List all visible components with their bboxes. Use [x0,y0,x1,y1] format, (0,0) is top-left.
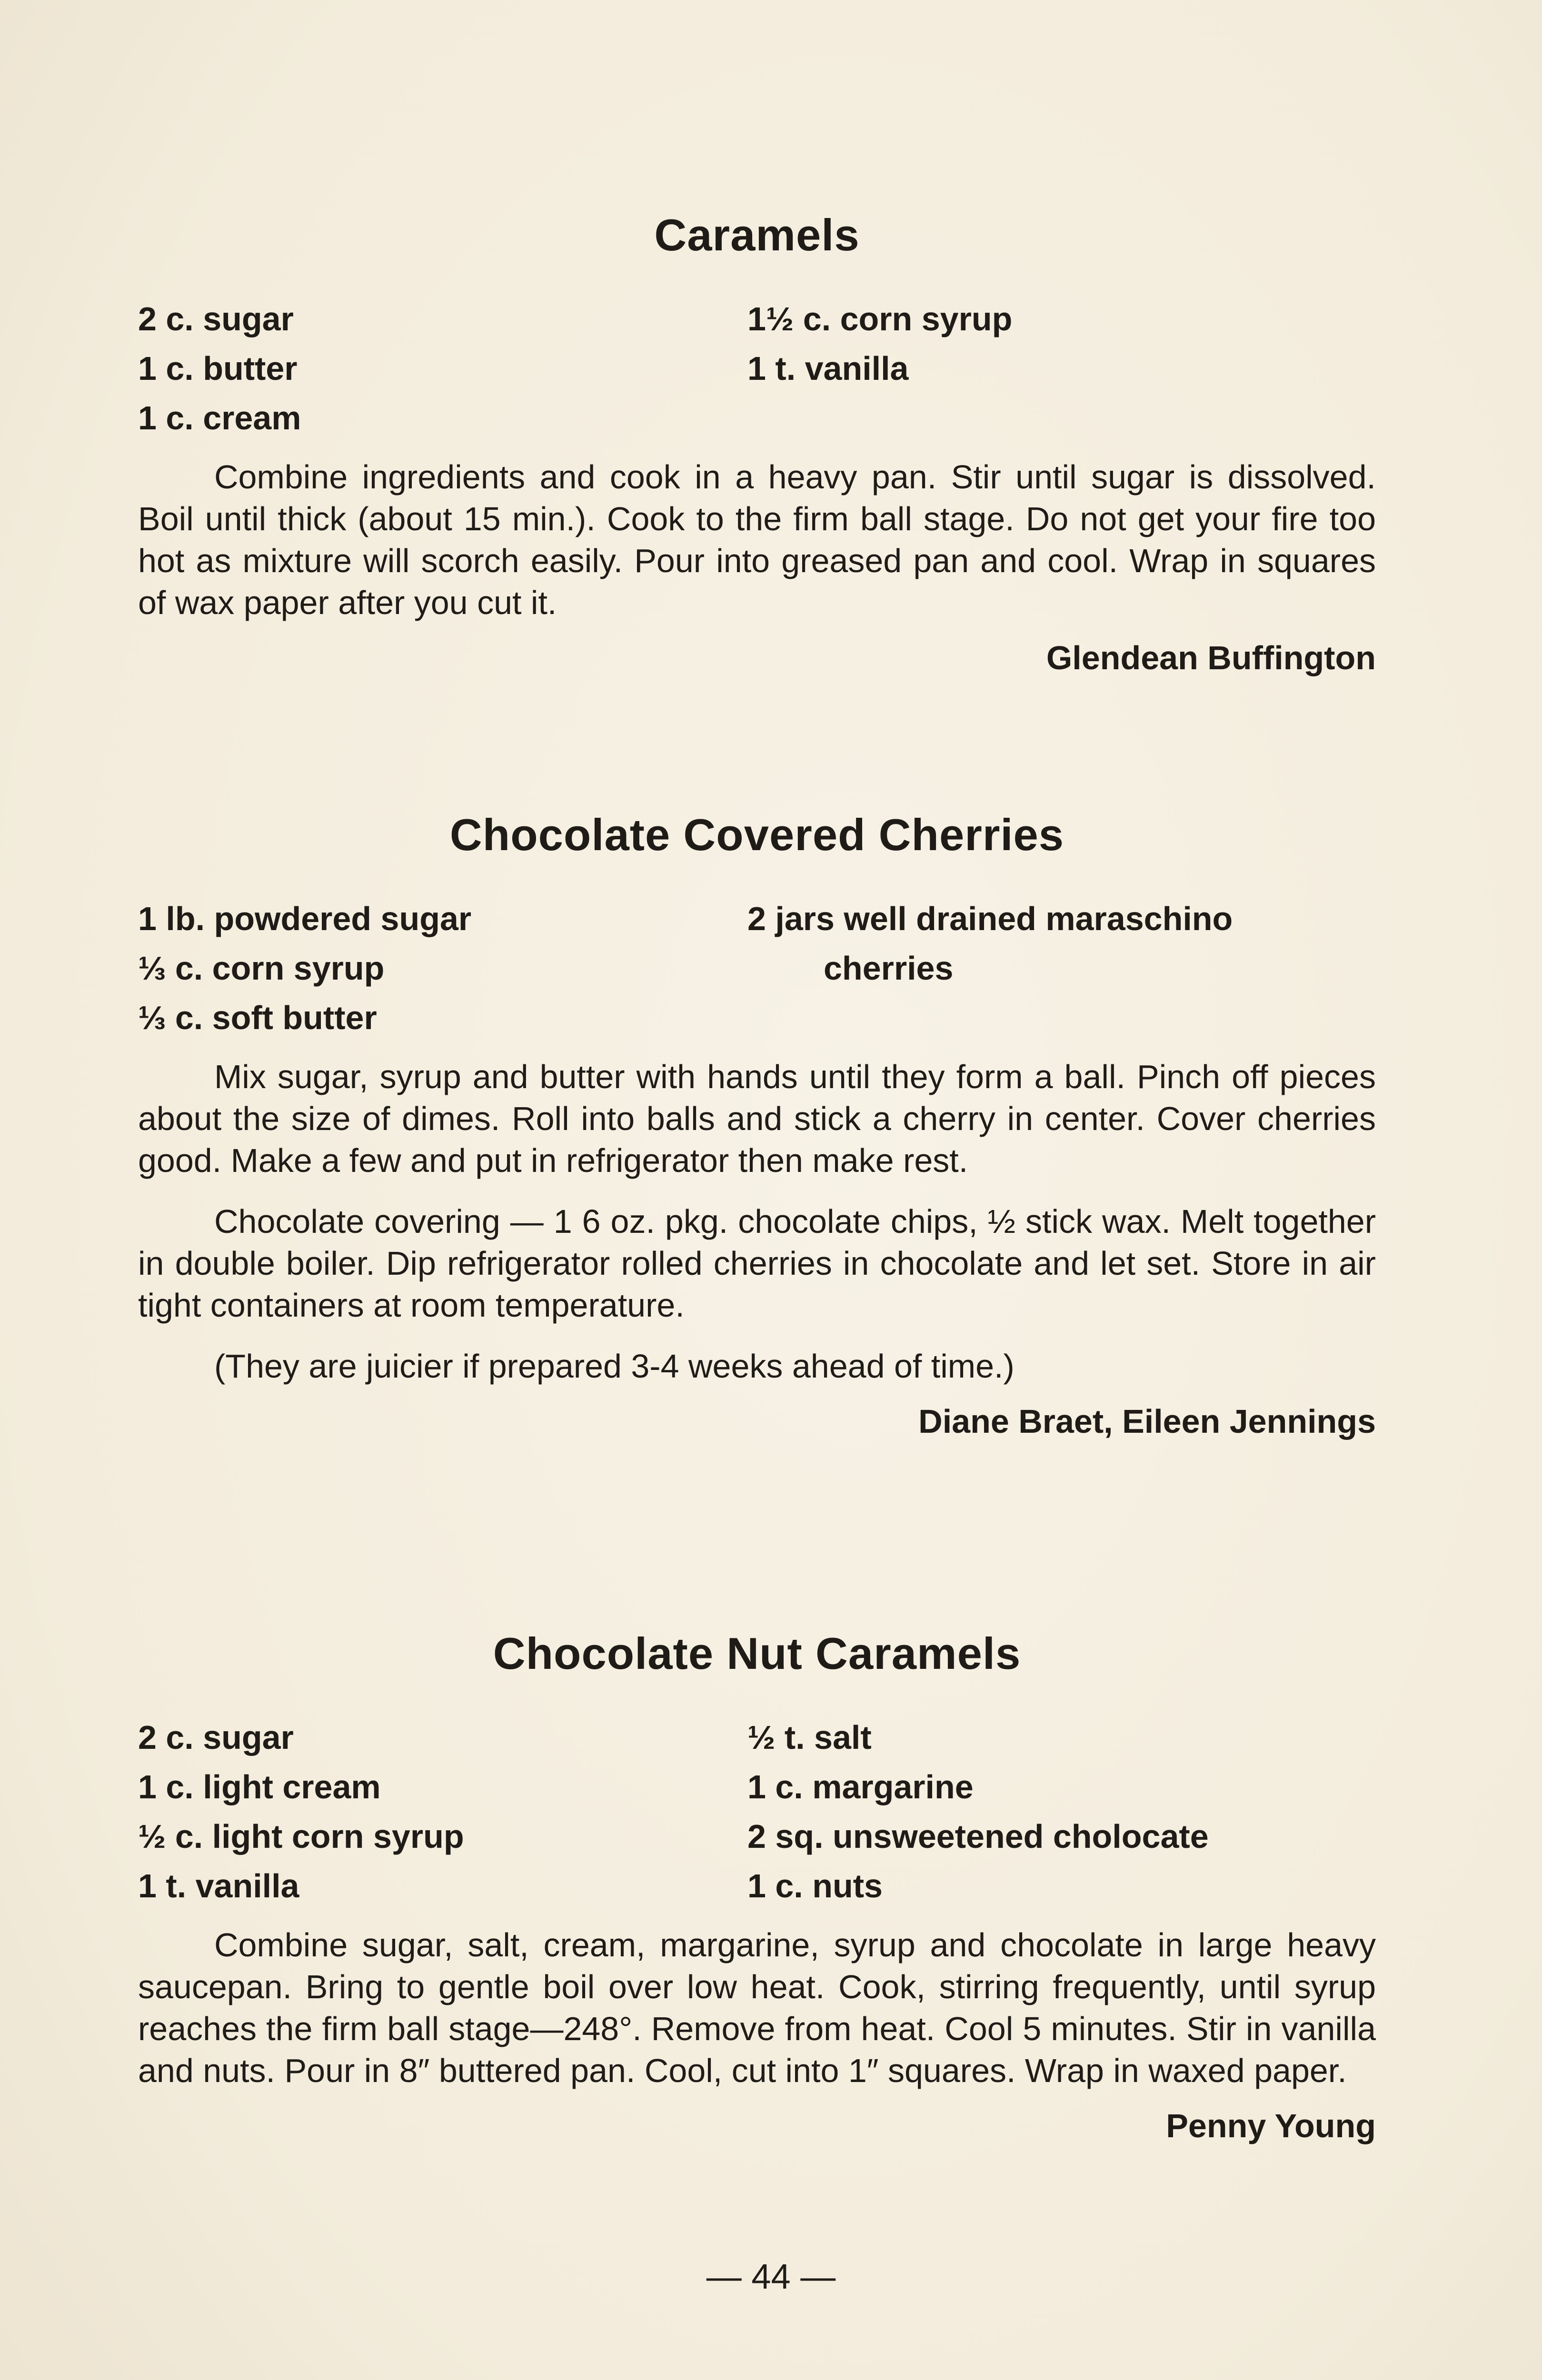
ingredient: ½ t. salt [747,1719,872,1756]
ingredient: 1½ c. corn syrup [747,300,1013,337]
ingredient: ⅓ c. corn syrup [138,950,385,987]
page-number: — 44 — [706,2257,836,2296]
ingredient: 1 t. vanilla [138,1867,299,1904]
ingredient-column-left [138,894,747,1042]
ingredient: 1 c. nuts [747,1867,883,1904]
ingredient-column-left [138,1713,747,1911]
ingredient-column-right [747,894,1376,1042]
ingredient: 2 jars well drained maraschino [747,900,1233,937]
ingredient: 1 t. vanilla [747,350,909,387]
ingredient: cherries [824,950,954,987]
instructions-paragraph: Combine sugar, salt, cream, margarine, syrup and chocolate in large heavy saucepan. Bring to gentle boil over low heat. Cook, stirring frequently, until syrup reaches the firm ball stage—248°. Remove from heat. Cool 5 minutes. Stir in vanilla and nuts. Pour in 8″ buttered pan. Cool, cut into 1″ squares. Wrap in waxed paper. [138,1926,1376,2089]
recipe-chocolate-covered-cherries [138,809,1376,1440]
ingredient: 1 c. butter [138,350,298,387]
instructions-paragraph: Chocolate covering — 1 6 oz. pkg. chocolate chips, ½ stick wax. Melt together in double boiler. Dip refrigerator rolled cherries in chocolate and let set. Store in air tight containers at room temperature. [138,1203,1376,1324]
ingredient: 2 c. sugar [138,1719,294,1756]
ingredient: 1 c. cream [138,399,301,436]
ingredient-column-right [747,1713,1376,1911]
recipe-author: Glendean Buffington [1046,639,1376,676]
ingredient: ⅓ c. soft butter [138,999,377,1036]
ingredient: ½ c. light corn syrup [138,1818,464,1855]
ingredient-list [138,894,1376,1042]
recipe-title: Chocolate Covered Cherries [449,810,1064,860]
recipe-title: Chocolate Nut Caramels [493,1628,1021,1678]
recipe-chocolate-nut-caramels [138,1628,1376,2145]
ingredient: 2 sq. unsweetened cholocate [747,1818,1209,1855]
ingredient: 1 lb. powdered sugar [138,900,472,937]
instructions-paragraph: Combine ingredients and cook in a heavy pan. Stir until sugar is dissolved. Boil until thick (about 15 min.). Cook to the firm ball stage. Do not get your fire too hot as mixture will scorch easily. Pour into greased pan and cool. Wrap in squares of wax paper after you cut it. [138,458,1376,621]
recipe-title: Caramels [654,210,860,260]
ingredient-column-right [747,294,1376,443]
recipe-caramels [138,209,1376,677]
ingredient: 1 c. margarine [747,1768,974,1805]
ingredient: 1 c. light cream [138,1768,381,1805]
ingredient-list [138,294,1376,443]
ingredient-list [138,1713,1376,1911]
ingredient-column-left [138,294,747,443]
ingredient: 2 c. sugar [138,300,294,337]
recipe-author: Penny Young [1166,2107,1376,2144]
recipe-author: Diane Braet, Eileen Jennings [918,1403,1376,1440]
instructions-paragraph: (They are juicier if prepared 3-4 weeks ahead of time.) [214,1348,1015,1385]
instructions-paragraph: Mix sugar, syrup and butter with hands until they form a ball. Pinch off pieces about the size of dimes. Roll into balls and stick a cherry in center. Cover cherries good. Make a few and put in refrigerator then make rest. [138,1058,1376,1179]
